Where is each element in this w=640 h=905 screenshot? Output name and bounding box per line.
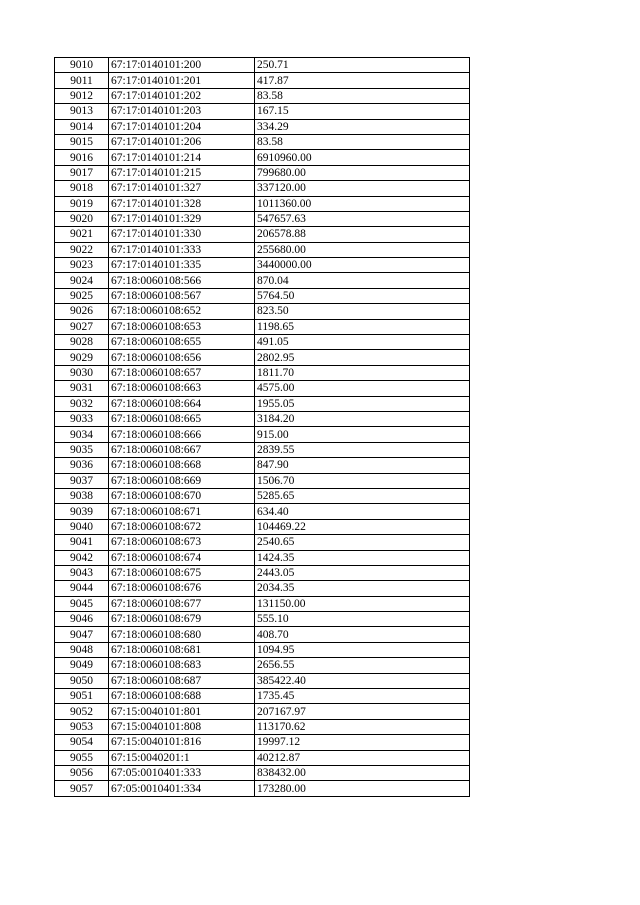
table-row	[55, 504, 470, 519]
row-number-cell: 9032	[55, 396, 109, 411]
cadastral-value-table	[54, 57, 470, 797]
row-number-cell: 9013	[55, 104, 109, 119]
table-row	[55, 535, 470, 550]
row-number-cell: 9015	[55, 134, 109, 149]
value-cell: 915.00	[255, 427, 470, 442]
value-cell: 823.50	[255, 304, 470, 319]
table-row	[55, 458, 470, 473]
row-number-cell: 9049	[55, 658, 109, 673]
table-row	[55, 689, 470, 704]
cadastral-number-cell: 67:18:0060108:665	[109, 411, 255, 426]
row-number-cell: 9012	[55, 88, 109, 103]
table-row	[55, 381, 470, 396]
table-row	[55, 150, 470, 165]
row-number-cell: 9042	[55, 550, 109, 565]
value-cell: 1811.70	[255, 365, 470, 380]
table-row	[55, 627, 470, 642]
row-number-cell: 9014	[55, 119, 109, 134]
value-cell: 2540.65	[255, 535, 470, 550]
cadastral-number-cell: 67:18:0060108:673	[109, 535, 255, 550]
row-number-cell: 9040	[55, 519, 109, 534]
table-row	[55, 781, 470, 796]
row-number-cell: 9028	[55, 335, 109, 350]
table-row	[55, 642, 470, 657]
value-cell: 2839.55	[255, 442, 470, 457]
cadastral-number-cell: 67:18:0060108:674	[109, 550, 255, 565]
table-row	[55, 673, 470, 688]
cadastral-number-cell: 67:18:0060108:655	[109, 335, 255, 350]
table-row	[55, 519, 470, 534]
value-cell: 131150.00	[255, 596, 470, 611]
table-row	[55, 411, 470, 426]
cadastral-number-cell: 67:18:0060108:669	[109, 473, 255, 488]
row-number-cell: 9016	[55, 150, 109, 165]
cadastral-number-cell: 67:15:0040201:1	[109, 750, 255, 765]
table-row	[55, 165, 470, 180]
row-number-cell: 9027	[55, 319, 109, 334]
cadastral-number-cell: 67:18:0060108:675	[109, 565, 255, 580]
cadastral-number-cell: 67:18:0060108:666	[109, 427, 255, 442]
row-number-cell: 9030	[55, 365, 109, 380]
row-number-cell: 9021	[55, 227, 109, 242]
cadastral-number-cell: 67:18:0060108:676	[109, 581, 255, 596]
table-row	[55, 565, 470, 580]
value-cell: 2802.95	[255, 350, 470, 365]
row-number-cell: 9026	[55, 304, 109, 319]
table-row	[55, 581, 470, 596]
row-number-cell: 9029	[55, 350, 109, 365]
row-number-cell: 9055	[55, 750, 109, 765]
row-number-cell: 9041	[55, 535, 109, 550]
cadastral-number-cell: 67:18:0060108:667	[109, 442, 255, 457]
table-row	[55, 365, 470, 380]
cadastral-number-cell: 67:18:0060108:687	[109, 673, 255, 688]
value-cell: 255680.00	[255, 242, 470, 257]
cadastral-number-cell: 67:18:0060108:671	[109, 504, 255, 519]
cadastral-number-cell: 67:17:0140101:204	[109, 119, 255, 134]
table-row	[55, 488, 470, 503]
cadastral-number-cell: 67:17:0140101:330	[109, 227, 255, 242]
value-cell: 1094.95	[255, 642, 470, 657]
value-cell: 2656.55	[255, 658, 470, 673]
value-cell: 250.71	[255, 58, 470, 73]
cadastral-number-cell: 67:18:0060108:664	[109, 396, 255, 411]
row-number-cell: 9011	[55, 73, 109, 88]
table-row	[55, 750, 470, 765]
row-number-cell: 9037	[55, 473, 109, 488]
cadastral-number-cell: 67:17:0140101:215	[109, 165, 255, 180]
value-cell: 385422.40	[255, 673, 470, 688]
table-row	[55, 427, 470, 442]
row-number-cell: 9018	[55, 181, 109, 196]
cadastral-number-cell: 67:18:0060108:663	[109, 381, 255, 396]
row-number-cell: 9054	[55, 735, 109, 750]
value-cell: 19997.12	[255, 735, 470, 750]
row-number-cell: 9050	[55, 673, 109, 688]
row-number-cell: 9020	[55, 211, 109, 226]
table-body	[55, 58, 470, 797]
cadastral-number-cell: 67:18:0060108:679	[109, 612, 255, 627]
value-cell: 2443.05	[255, 565, 470, 580]
row-number-cell: 9035	[55, 442, 109, 457]
row-number-cell: 9046	[55, 612, 109, 627]
table-row	[55, 396, 470, 411]
row-number-cell: 9043	[55, 565, 109, 580]
table-row	[55, 288, 470, 303]
row-number-cell: 9051	[55, 689, 109, 704]
cadastral-number-cell: 67:18:0060108:672	[109, 519, 255, 534]
cadastral-number-cell: 67:18:0060108:680	[109, 627, 255, 642]
value-cell: 1011360.00	[255, 196, 470, 211]
cadastral-number-cell: 67:18:0060108:670	[109, 488, 255, 503]
row-number-cell: 9010	[55, 58, 109, 73]
value-cell: 799680.00	[255, 165, 470, 180]
cadastral-number-cell: 67:15:0040101:816	[109, 735, 255, 750]
row-number-cell: 9047	[55, 627, 109, 642]
row-number-cell: 9057	[55, 781, 109, 796]
row-number-cell: 9034	[55, 427, 109, 442]
table-row	[55, 58, 470, 73]
row-number-cell: 9022	[55, 242, 109, 257]
cadastral-number-cell: 67:18:0060108:566	[109, 273, 255, 288]
value-cell: 547657.63	[255, 211, 470, 226]
cadastral-number-cell: 67:05:0010401:334	[109, 781, 255, 796]
value-cell: 83.58	[255, 88, 470, 103]
row-number-cell: 9044	[55, 581, 109, 596]
value-cell: 334.29	[255, 119, 470, 134]
row-number-cell: 9056	[55, 765, 109, 780]
value-cell: 3184.20	[255, 411, 470, 426]
value-cell: 207167.97	[255, 704, 470, 719]
value-cell: 870.04	[255, 273, 470, 288]
cadastral-number-cell: 67:17:0140101:329	[109, 211, 255, 226]
table-row	[55, 719, 470, 734]
value-cell: 1735.45	[255, 689, 470, 704]
table-row	[55, 658, 470, 673]
value-cell: 1506.70	[255, 473, 470, 488]
cadastral-number-cell: 67:17:0140101:203	[109, 104, 255, 119]
value-cell: 337120.00	[255, 181, 470, 196]
cadastral-number-cell: 67:17:0140101:201	[109, 73, 255, 88]
value-cell: 555.10	[255, 612, 470, 627]
cadastral-number-cell: 67:15:0040101:801	[109, 704, 255, 719]
value-cell: 417.87	[255, 73, 470, 88]
value-cell: 4575.00	[255, 381, 470, 396]
table-row	[55, 612, 470, 627]
cadastral-number-cell: 67:17:0140101:328	[109, 196, 255, 211]
value-cell: 2034.35	[255, 581, 470, 596]
row-number-cell: 9025	[55, 288, 109, 303]
table-row	[55, 88, 470, 103]
table-row	[55, 550, 470, 565]
cadastral-number-cell: 67:18:0060108:567	[109, 288, 255, 303]
cadastral-number-cell: 67:17:0140101:202	[109, 88, 255, 103]
table-row	[55, 227, 470, 242]
value-cell: 1198.65	[255, 319, 470, 334]
value-cell: 113170.62	[255, 719, 470, 734]
table-row	[55, 765, 470, 780]
cadastral-number-cell: 67:17:0140101:333	[109, 242, 255, 257]
cadastral-number-cell: 67:18:0060108:668	[109, 458, 255, 473]
table-row	[55, 273, 470, 288]
cadastral-number-cell: 67:05:0010401:333	[109, 765, 255, 780]
row-number-cell: 9052	[55, 704, 109, 719]
table-row	[55, 335, 470, 350]
table-row	[55, 473, 470, 488]
cadastral-number-cell: 67:18:0060108:653	[109, 319, 255, 334]
table-row	[55, 73, 470, 88]
value-cell: 40212.87	[255, 750, 470, 765]
table-row	[55, 242, 470, 257]
value-cell: 5285.65	[255, 488, 470, 503]
row-number-cell: 9036	[55, 458, 109, 473]
value-cell: 1955.05	[255, 396, 470, 411]
value-cell: 206578.88	[255, 227, 470, 242]
cadastral-number-cell: 67:18:0060108:677	[109, 596, 255, 611]
row-number-cell: 9033	[55, 411, 109, 426]
cadastral-number-cell: 67:17:0140101:214	[109, 150, 255, 165]
table-row	[55, 319, 470, 334]
value-cell: 491.05	[255, 335, 470, 350]
row-number-cell: 9023	[55, 258, 109, 273]
cadastral-number-cell: 67:15:0040101:808	[109, 719, 255, 734]
table-row	[55, 704, 470, 719]
row-number-cell: 9017	[55, 165, 109, 180]
row-number-cell: 9048	[55, 642, 109, 657]
row-number-cell: 9024	[55, 273, 109, 288]
value-cell: 847.90	[255, 458, 470, 473]
cadastral-number-cell: 67:18:0060108:683	[109, 658, 255, 673]
cadastral-number-cell: 67:17:0140101:327	[109, 181, 255, 196]
cadastral-number-cell: 67:17:0140101:335	[109, 258, 255, 273]
cadastral-number-cell: 67:18:0060108:681	[109, 642, 255, 657]
cadastral-number-cell: 67:18:0060108:652	[109, 304, 255, 319]
table-row	[55, 735, 470, 750]
value-cell: 167.15	[255, 104, 470, 119]
value-cell: 1424.35	[255, 550, 470, 565]
value-cell: 83.58	[255, 134, 470, 149]
table-row	[55, 134, 470, 149]
table-row	[55, 181, 470, 196]
row-number-cell: 9053	[55, 719, 109, 734]
table-row	[55, 119, 470, 134]
cadastral-number-cell: 67:17:0140101:200	[109, 58, 255, 73]
value-cell: 634.40	[255, 504, 470, 519]
row-number-cell: 9031	[55, 381, 109, 396]
cadastral-number-cell: 67:18:0060108:688	[109, 689, 255, 704]
cadastral-number-cell: 67:18:0060108:657	[109, 365, 255, 380]
table-row	[55, 442, 470, 457]
value-cell: 173280.00	[255, 781, 470, 796]
value-cell: 104469.22	[255, 519, 470, 534]
table-row	[55, 304, 470, 319]
cadastral-number-cell: 67:17:0140101:206	[109, 134, 255, 149]
row-number-cell: 9039	[55, 504, 109, 519]
row-number-cell: 9038	[55, 488, 109, 503]
table-row	[55, 258, 470, 273]
table-row	[55, 196, 470, 211]
value-cell: 3440000.00	[255, 258, 470, 273]
table-row	[55, 211, 470, 226]
table-row	[55, 104, 470, 119]
cadastral-number-cell: 67:18:0060108:656	[109, 350, 255, 365]
row-number-cell: 9045	[55, 596, 109, 611]
value-cell: 408.70	[255, 627, 470, 642]
table-row	[55, 596, 470, 611]
row-number-cell: 9019	[55, 196, 109, 211]
value-cell: 6910960.00	[255, 150, 470, 165]
table-row	[55, 350, 470, 365]
value-cell: 838432.00	[255, 765, 470, 780]
value-cell: 5764.50	[255, 288, 470, 303]
